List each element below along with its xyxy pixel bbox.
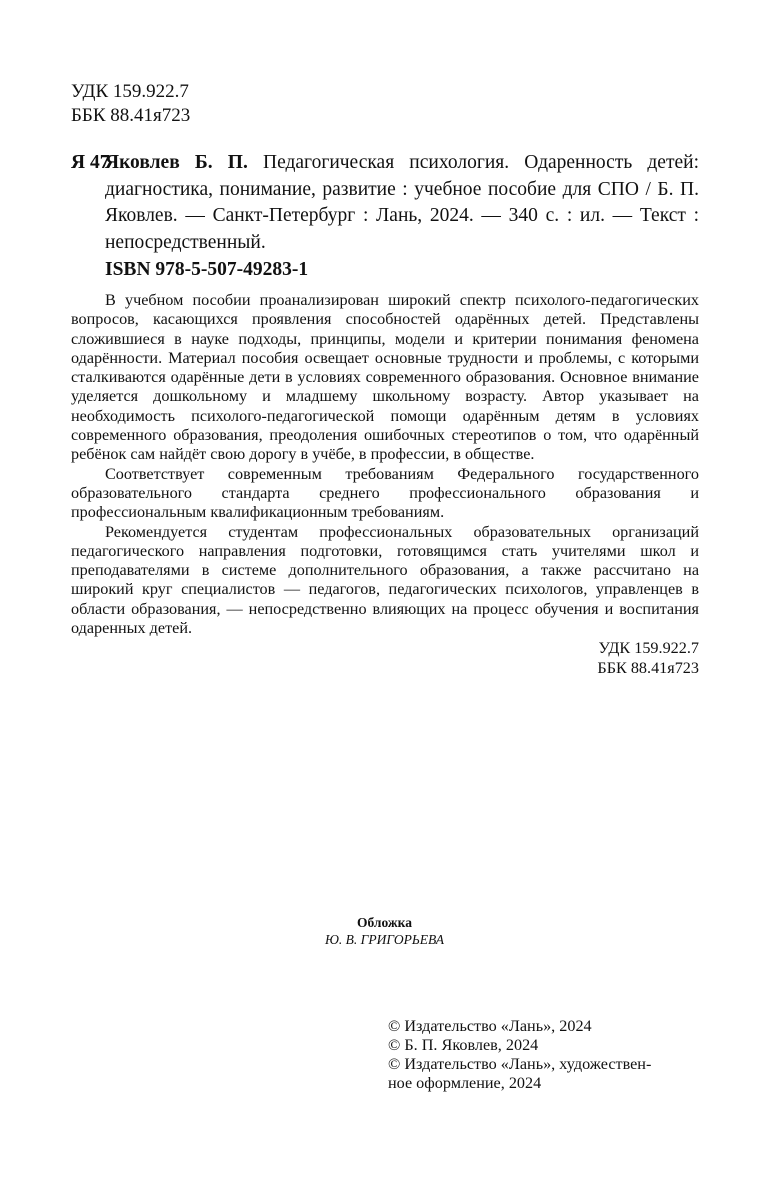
abstract-paragraph: В учебном пособии проанализирован широкий спектр психолого-педагогических вопросов, касающихся проявления способностей одарённых детей. Представлены сложившиеся в науке подходы, принципы, модели и критерии понимания феномена одарённости. Материал пособия освещает основные трудности и проблемы, с которыми сталкиваются одарённые дети в условиях современного образования. Основное внимание уделяется дошкольному и младшему школьному возрасту. Автор указывает на необходимость психолого-педагогической помощи одарённым детям в условиях современного образования, преодоления ошибочных стереотипов о том, что одарённый ребёнок сам найдёт свою дорогу в учёбе, в профессии, в обществе. <box>71 291 699 464</box>
card-description: Педагогическая психология. Одаренность детей: диагностика, понимание, развитие : учебное пособие для СПО / Б. П. Яковлев. — Санкт-Петербург : Лань, 2024. — 340 с. : ил. — Текст : непосредственный. <box>105 152 699 253</box>
copyright-line: © Издательство «Лань», художествен- <box>388 1055 652 1073</box>
catalog-card <box>71 150 699 256</box>
footer-index-codes <box>597 638 699 678</box>
isbn: ISBN 978-5-507-49283-1 <box>105 259 309 280</box>
card-author: Яковлев Б. П. <box>105 152 248 173</box>
udk-code: УДК 159.922.7 <box>71 81 189 102</box>
abstract-paragraph: Рекомендуется студентам профессиональных образовательных организаций педагогического направления подготовки, готовящимся стать учителями школ и преподавателями в системе дополнительного образования, а также рассчитано на широкий круг специалистов — педагогов, педагогических психологов, управленцев в области образования, — непосредственно влияющих на процесс обучения и воспитания одаренных детей. <box>71 522 699 638</box>
cover-label: Обложка <box>356 915 412 930</box>
bibliographic-description <box>105 150 699 256</box>
copyright-line: ное оформление, 2024 <box>388 1074 542 1092</box>
header-index-codes <box>71 80 190 128</box>
abstract-paragraph: Соответствует современным требованиям Федерального государственного образовательного стандарта среднего профессионального образования и профессиональным квалификационным требованиям. <box>71 464 699 522</box>
udk-code-bottom: УДК 159.922.7 <box>598 639 699 657</box>
author-sign: Я 47 <box>71 152 110 173</box>
abstract <box>71 291 699 638</box>
bbk-code-bottom: ББК 88.41я723 <box>597 659 699 677</box>
copyright-line: © Издательство «Лань», 2024 <box>388 1017 592 1035</box>
cover-artist: Ю. В. ГРИГОРЬЕВА <box>324 932 445 947</box>
copyright-block <box>388 1017 688 1093</box>
bbk-code: ББК 88.41я723 <box>71 105 191 126</box>
copyright-line: © Б. П. Яковлев, 2024 <box>388 1036 539 1054</box>
cover-credit <box>0 914 769 948</box>
